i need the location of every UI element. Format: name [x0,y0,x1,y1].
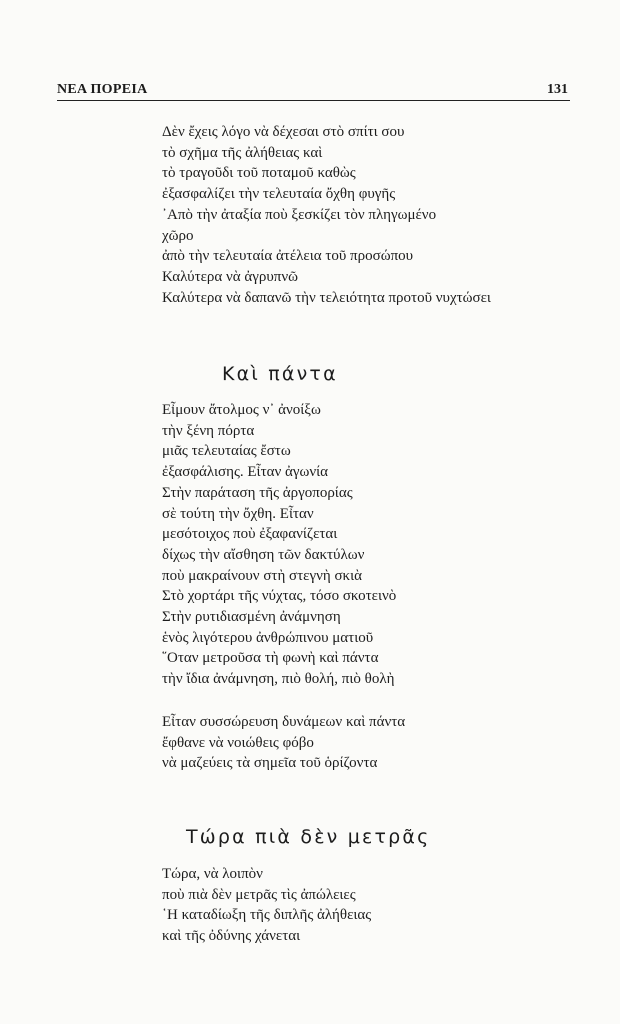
poem-line: ποὺ μακραίνουν στὴ στεγνὴ σκιὰ [162,567,362,584]
poem-line: τὴν ἴδια ἀνάμνηση, πιὸ θολή, πιὸ θολὴ [162,671,395,688]
poem-line: καὶ τῆς ὀδύνης χάνεται [162,928,301,945]
poem-line: τὴν ξένη πόρτα [162,422,255,439]
poem-3 [162,864,371,947]
poem-line: ῾Η καταδίωξη τῆς διπλῆς ἀλήθειας [162,907,372,924]
poem-line: Στὴν παράταση τῆς ἀργοπορίας [162,484,353,501]
poem-line: ῞Οταν μετροῦσα τὴ φωνὴ καὶ πάντα [162,650,379,667]
poem-line: δίχως τὴν αἴσθηση τῶν δακτύλων [162,546,365,563]
poem-line: ἑνὸς λιγότερου ἀνθρώπινου ματιοῦ [162,629,374,646]
journal-title: ΝΕΑ ΠΟΡΕΙΑ [57,82,148,97]
poem-line: ἀπὸ τὴν τελευταία ἀτέλεια τοῦ προσώπου [162,248,414,265]
poem-line: Καλύτερα νὰ ἀγρυπνῶ [162,268,299,285]
poem-2-stanza-1 [162,400,396,690]
poem-line: χῶρο [162,227,194,244]
poem-line: τὸ σχῆμα τῆς ἀλήθειας καὶ [162,144,323,161]
poem-line: Καλύτερα νὰ δαπανῶ τὴν τελειότητα προτοῦ νυχτώσει [162,289,491,306]
poem-line: ποὺ πιὰ δὲν μετρᾶς τὶς ἀπώλειες [162,886,356,903]
poem-line: ἐξασφάλισης. Εἶταν ἀγωνία [162,464,329,481]
poem-2-stanza-2 [162,712,405,774]
poem-line: Στὴν ρυτιδιασμένη ἀνάμνηση [162,609,341,626]
poem-2-title: Καὶ πάντα [222,363,338,385]
page-number: 131 [547,82,568,97]
poem-3-title: Τώρα πιὰ δὲν μετρᾶς [186,826,431,848]
poem-line: μεσότοιχος ποὺ ἐξαφανίζεται [162,526,338,543]
poem-line: νὰ μαζεύεις τὰ σημεῖα τοῦ ὁρίζοντα [162,755,378,772]
poem-line: Στὸ χορτάρι τῆς νύχτας, τόσο σκοτεινὸ [162,588,397,605]
poem-line: Εἶταν συσσώρευση δυνάμεων καὶ πάντα [162,714,406,730]
poem-line: Εἶμουν ἄτολμος ν᾿ ἀνοίξω [162,402,321,418]
running-header [57,82,570,101]
poem-line: ἐξασφαλίζει τὴν τελευταία ὄχθη φυγῆς [162,186,396,203]
poem-line: ᾿Απὸ τὴν ἀταξία ποὺ ξεσκίζει τὸν πληγωμένο [162,206,437,223]
poem-line: τὸ τραγοῦδι τοῦ ποταμοῦ καθὼς [162,165,356,182]
poem-line: μιᾶς τελευταίας ἔστω [162,443,291,460]
poem-line: ἔφθανε νὰ νοιώθεις φόβο [162,734,314,751]
poem-line: Δὲν ἔχεις λόγο νὰ δέχεσαι στὸ σπίτι σου [162,124,405,140]
poem-line: σὲ τούτη τὴν ὄχθη. Εἶταν [162,505,314,522]
poem-line: Τώρα, νὰ λοιπὸν [162,866,263,882]
poem-1 [162,122,491,308]
